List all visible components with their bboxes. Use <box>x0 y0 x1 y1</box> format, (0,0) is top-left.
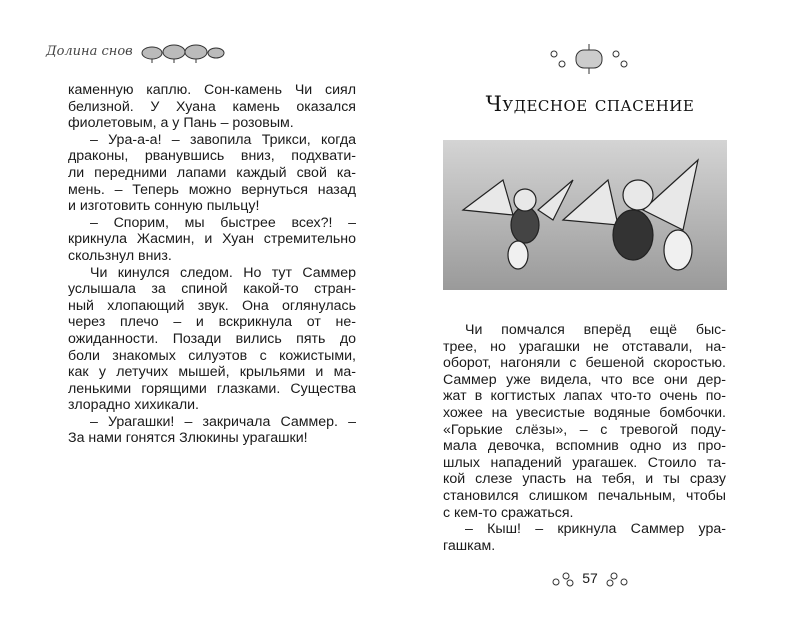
text-line: Чи кинулся следом. Но тут Саммер <box>90 264 356 281</box>
text-line: мень. – Теперь можно вернуться назад <box>68 181 356 198</box>
text-line: ли передними лапами каждый свой ка- <box>68 164 356 181</box>
text-line: ожиданности. Позади вились пять до <box>68 330 356 347</box>
text-line: скользнул вниз. <box>68 247 172 264</box>
flower-ornament-left-icon <box>548 570 578 588</box>
lantern-flower-ornament-icon <box>546 44 632 74</box>
left-page-text <box>68 82 356 447</box>
text-line: и изготовить сонную пыльцу! <box>68 198 260 215</box>
text-line: ный хлопающий звук. Она оглянулась <box>68 297 356 314</box>
lantern-ornament-icon <box>138 42 226 64</box>
text-line: – Урагашки! – закричала Саммер. – <box>90 413 356 430</box>
text-line: драконы, рванувшись вниз, подхвати- <box>68 148 356 165</box>
text-line: жат в когтистых лапах что-то очень по- <box>443 388 726 405</box>
text-line: с кем-то сражаться. <box>443 504 574 521</box>
text-line: белизной. У Хуана камень оказался <box>68 98 356 115</box>
text-line: Чи помчался вперёд ещё быс- <box>465 322 726 338</box>
text-line: За нами гонятся Злюкины урагашки! <box>68 430 308 447</box>
text-line: трее, но урагашки не отставали, на- <box>443 338 726 355</box>
text-line: мала девочка, вспомнив одно из про- <box>443 438 726 455</box>
text-line: кой слезе упасть на тебя, и ты сразу <box>443 471 726 488</box>
text-line: Саммер уже видела, что все они дер- <box>443 371 726 388</box>
text-line: как у летучих мышей, крыльями и ма- <box>68 364 356 381</box>
right-page-text <box>443 322 726 554</box>
text-line: оборот, нагоняли с бешеной скоростью. <box>443 355 726 372</box>
text-line: каменную каплю. Сон-камень Чи сиял <box>68 82 356 98</box>
text-line: становился слишком печальным, чтобы <box>443 487 726 504</box>
text-line: – Кыш! – крикнула Саммер ура- <box>465 521 726 538</box>
text-line: шлых нападений урагашек. Стоило та- <box>443 454 726 471</box>
flying-creatures-illustration <box>443 140 727 290</box>
text-line: – Ура-а-а! – завопила Трикси, когда <box>90 131 356 148</box>
page-footer <box>540 570 640 588</box>
text-line: гашкам. <box>443 537 496 554</box>
running-head: Долина снов <box>46 44 133 59</box>
text-line: ленькими горящими глазками. Существа <box>68 380 356 397</box>
page-number: 57 <box>582 570 598 586</box>
flower-ornament-right-icon <box>602 570 632 588</box>
chapter-title: Чудесное спасение <box>485 92 695 116</box>
text-line: через плечо – и вскрикнула от не- <box>68 314 356 331</box>
text-line: – Спорим, мы быстрее всех?! – <box>90 214 356 231</box>
text-line: злорадно хихикали. <box>68 397 199 414</box>
text-line: услышала за спиной какой-то стран- <box>68 281 356 298</box>
text-line: боли знакомых силуэтов с кожистыми, <box>68 347 356 364</box>
text-line: хожее на увесистые водяные бомбочки. <box>443 404 726 421</box>
text-line: фиолетовым, а у Пань – розовым. <box>68 115 294 132</box>
text-line: «Горькие слёзы», – с тревогой поду- <box>443 421 726 438</box>
text-line: крикнула Жасмин, и Хуан стремительно <box>68 231 356 248</box>
